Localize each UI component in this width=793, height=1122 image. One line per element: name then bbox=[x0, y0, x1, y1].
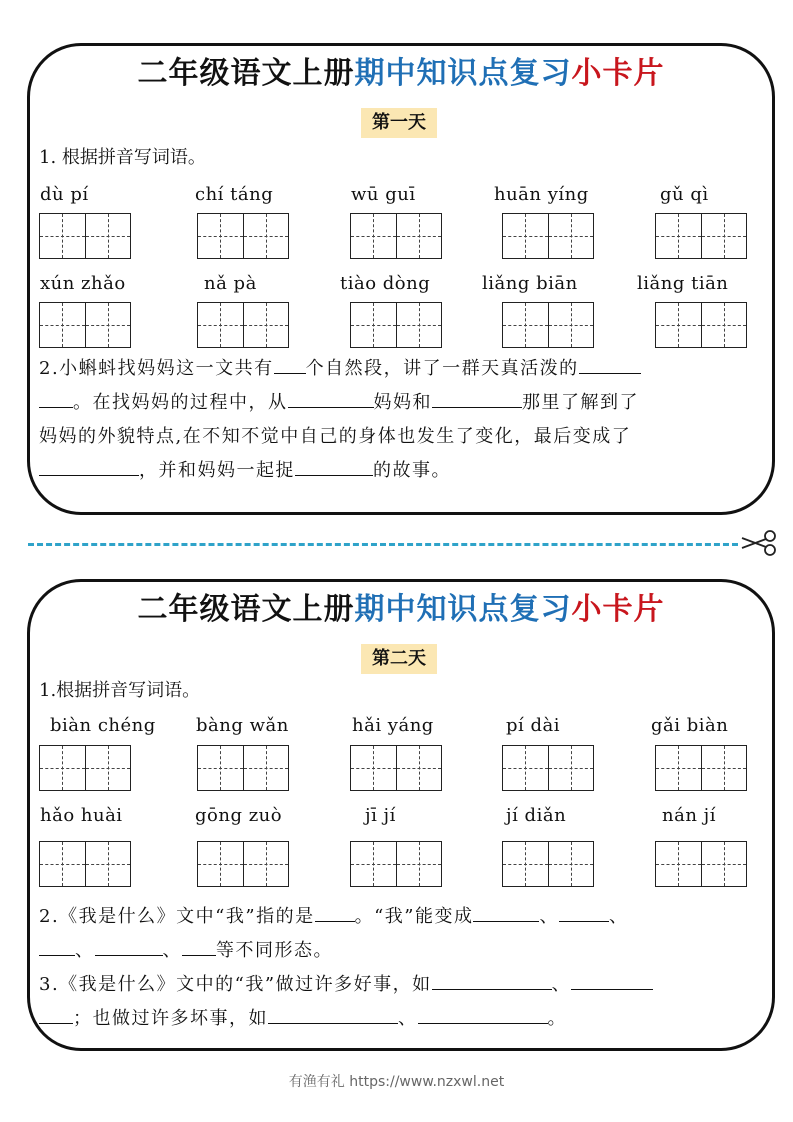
pinyin-10: liǎng tiān bbox=[637, 273, 729, 294]
q2-text: 。在找妈妈的过程中，从 bbox=[73, 392, 288, 413]
answer-blank[interactable] bbox=[432, 387, 522, 408]
q2-text: 、 bbox=[162, 940, 182, 961]
answer-blank[interactable] bbox=[39, 387, 73, 408]
q2-text: 那里了解到了 bbox=[522, 392, 639, 413]
answer-blank[interactable] bbox=[182, 935, 216, 956]
writing-grid[interactable] bbox=[350, 213, 442, 259]
pinyin-6: xún zhǎo bbox=[40, 273, 126, 294]
q2-text: 、 bbox=[539, 906, 559, 927]
writing-grid[interactable] bbox=[502, 745, 594, 791]
pinyin-3: hǎi yáng bbox=[352, 715, 434, 736]
pinyin-7: nǎ pà bbox=[204, 273, 257, 294]
question-3 bbox=[39, 968, 765, 1036]
q3-text: 、 bbox=[551, 974, 572, 995]
q2-text: 2.《我是什么》文中“我”指的是 bbox=[39, 906, 315, 927]
title-part-1: 二年级语文上册 bbox=[137, 56, 355, 91]
answer-blank[interactable] bbox=[473, 901, 539, 922]
answer-blank[interactable] bbox=[571, 969, 653, 990]
writing-grid[interactable] bbox=[655, 745, 747, 791]
q2-text: ，并和妈妈一起捉 bbox=[139, 460, 295, 481]
title-part-3: 小卡片 bbox=[571, 56, 665, 91]
q3-text: 。 bbox=[547, 1008, 567, 1029]
writing-grid[interactable] bbox=[39, 302, 131, 348]
q2-text: 2.小蝌蚪找妈妈这一文共有 bbox=[39, 358, 274, 379]
pinyin-2: chí táng bbox=[195, 184, 274, 205]
answer-blank[interactable] bbox=[39, 455, 139, 476]
pinyin-7: gōng zuò bbox=[195, 805, 283, 826]
title-part-2: 期中知识点复习 bbox=[354, 56, 572, 91]
card-title bbox=[30, 590, 772, 630]
writing-grid[interactable] bbox=[655, 213, 747, 259]
pinyin-8: jī jí bbox=[365, 805, 396, 826]
question-2 bbox=[39, 352, 765, 488]
writing-grid[interactable] bbox=[39, 213, 131, 259]
q2-text: 的故事。 bbox=[373, 460, 451, 481]
pinyin-10: nán jí bbox=[662, 805, 716, 826]
cut-line bbox=[28, 543, 738, 546]
writing-grid[interactable] bbox=[502, 302, 594, 348]
writing-grid[interactable] bbox=[502, 841, 594, 887]
answer-blank[interactable] bbox=[579, 353, 641, 374]
question-1-heading: 1.根据拼音写词语。 bbox=[39, 680, 201, 701]
answer-blank[interactable] bbox=[39, 1003, 73, 1024]
q2-text: 妈妈和 bbox=[373, 392, 432, 413]
pinyin-2: bàng wǎn bbox=[196, 715, 289, 736]
answer-blank[interactable] bbox=[295, 455, 373, 476]
q2-text: 。“我”能变成 bbox=[354, 906, 474, 927]
pinyin-9: jí diǎn bbox=[506, 805, 567, 826]
writing-grid[interactable] bbox=[39, 841, 131, 887]
writing-grid[interactable] bbox=[197, 213, 289, 259]
answer-blank[interactable] bbox=[274, 353, 306, 374]
writing-grid[interactable] bbox=[197, 302, 289, 348]
pinyin-5: gǎi biàn bbox=[651, 715, 729, 736]
q3-text: 3.《我是什么》文中的“我”做过许多好事，如 bbox=[39, 974, 432, 995]
day-label: 第二天 bbox=[361, 644, 437, 674]
writing-grid[interactable] bbox=[350, 745, 442, 791]
writing-grid[interactable] bbox=[197, 745, 289, 791]
footer-watermark: 有渔有礼 https://www.nzxwl.net bbox=[288, 1074, 505, 1090]
pinyin-1: biàn chéng bbox=[50, 715, 156, 736]
day-label: 第一天 bbox=[361, 108, 437, 138]
q3-text: ；也做过许多坏事，如 bbox=[73, 1008, 268, 1029]
pinyin-5: gǔ qì bbox=[660, 184, 709, 205]
q2-text: 、 bbox=[75, 940, 95, 961]
pinyin-8: tiào dòng bbox=[340, 273, 431, 294]
scissors-icon bbox=[740, 528, 780, 558]
review-card-day-1 bbox=[27, 43, 775, 515]
title-part-3: 小卡片 bbox=[571, 592, 665, 627]
q3-text: 、 bbox=[398, 1008, 418, 1029]
pinyin-6: hǎo huài bbox=[40, 805, 123, 826]
title-part-1: 二年级语文上册 bbox=[137, 592, 355, 627]
answer-blank[interactable] bbox=[315, 901, 355, 922]
question-2 bbox=[39, 900, 765, 968]
writing-grid[interactable] bbox=[197, 841, 289, 887]
answer-blank[interactable] bbox=[268, 1003, 398, 1024]
answer-blank[interactable] bbox=[288, 387, 374, 408]
answer-blank[interactable] bbox=[432, 969, 552, 990]
review-card-day-2 bbox=[27, 579, 775, 1051]
answer-blank[interactable] bbox=[418, 1003, 548, 1024]
writing-grid[interactable] bbox=[655, 841, 747, 887]
title-part-2: 期中知识点复习 bbox=[354, 592, 572, 627]
answer-blank[interactable] bbox=[39, 935, 75, 956]
writing-grid[interactable] bbox=[350, 302, 442, 348]
writing-grid[interactable] bbox=[502, 213, 594, 259]
q2-text: 等不同形态。 bbox=[216, 940, 333, 961]
q2-text: 、 bbox=[608, 906, 629, 927]
card-title bbox=[30, 54, 772, 94]
q2-text: 个自然段，讲了一群天真活泼的 bbox=[305, 358, 579, 379]
pinyin-9: liǎng biān bbox=[482, 273, 578, 294]
writing-grid[interactable] bbox=[39, 745, 131, 791]
writing-grid[interactable] bbox=[350, 841, 442, 887]
pinyin-3: wū guī bbox=[351, 184, 416, 205]
writing-grid[interactable] bbox=[655, 302, 747, 348]
question-1-heading: 1. 根据拼音写词语。 bbox=[39, 147, 206, 168]
pinyin-1: dù pí bbox=[40, 184, 89, 205]
pinyin-4: huān yíng bbox=[494, 184, 589, 205]
q2-text: 妈妈的外貌特点,在不知不觉中自己的身体也发生了变化，最后变成了 bbox=[39, 426, 632, 447]
answer-blank[interactable] bbox=[559, 901, 609, 922]
pinyin-4: pí dài bbox=[506, 715, 561, 736]
answer-blank[interactable] bbox=[95, 935, 163, 956]
